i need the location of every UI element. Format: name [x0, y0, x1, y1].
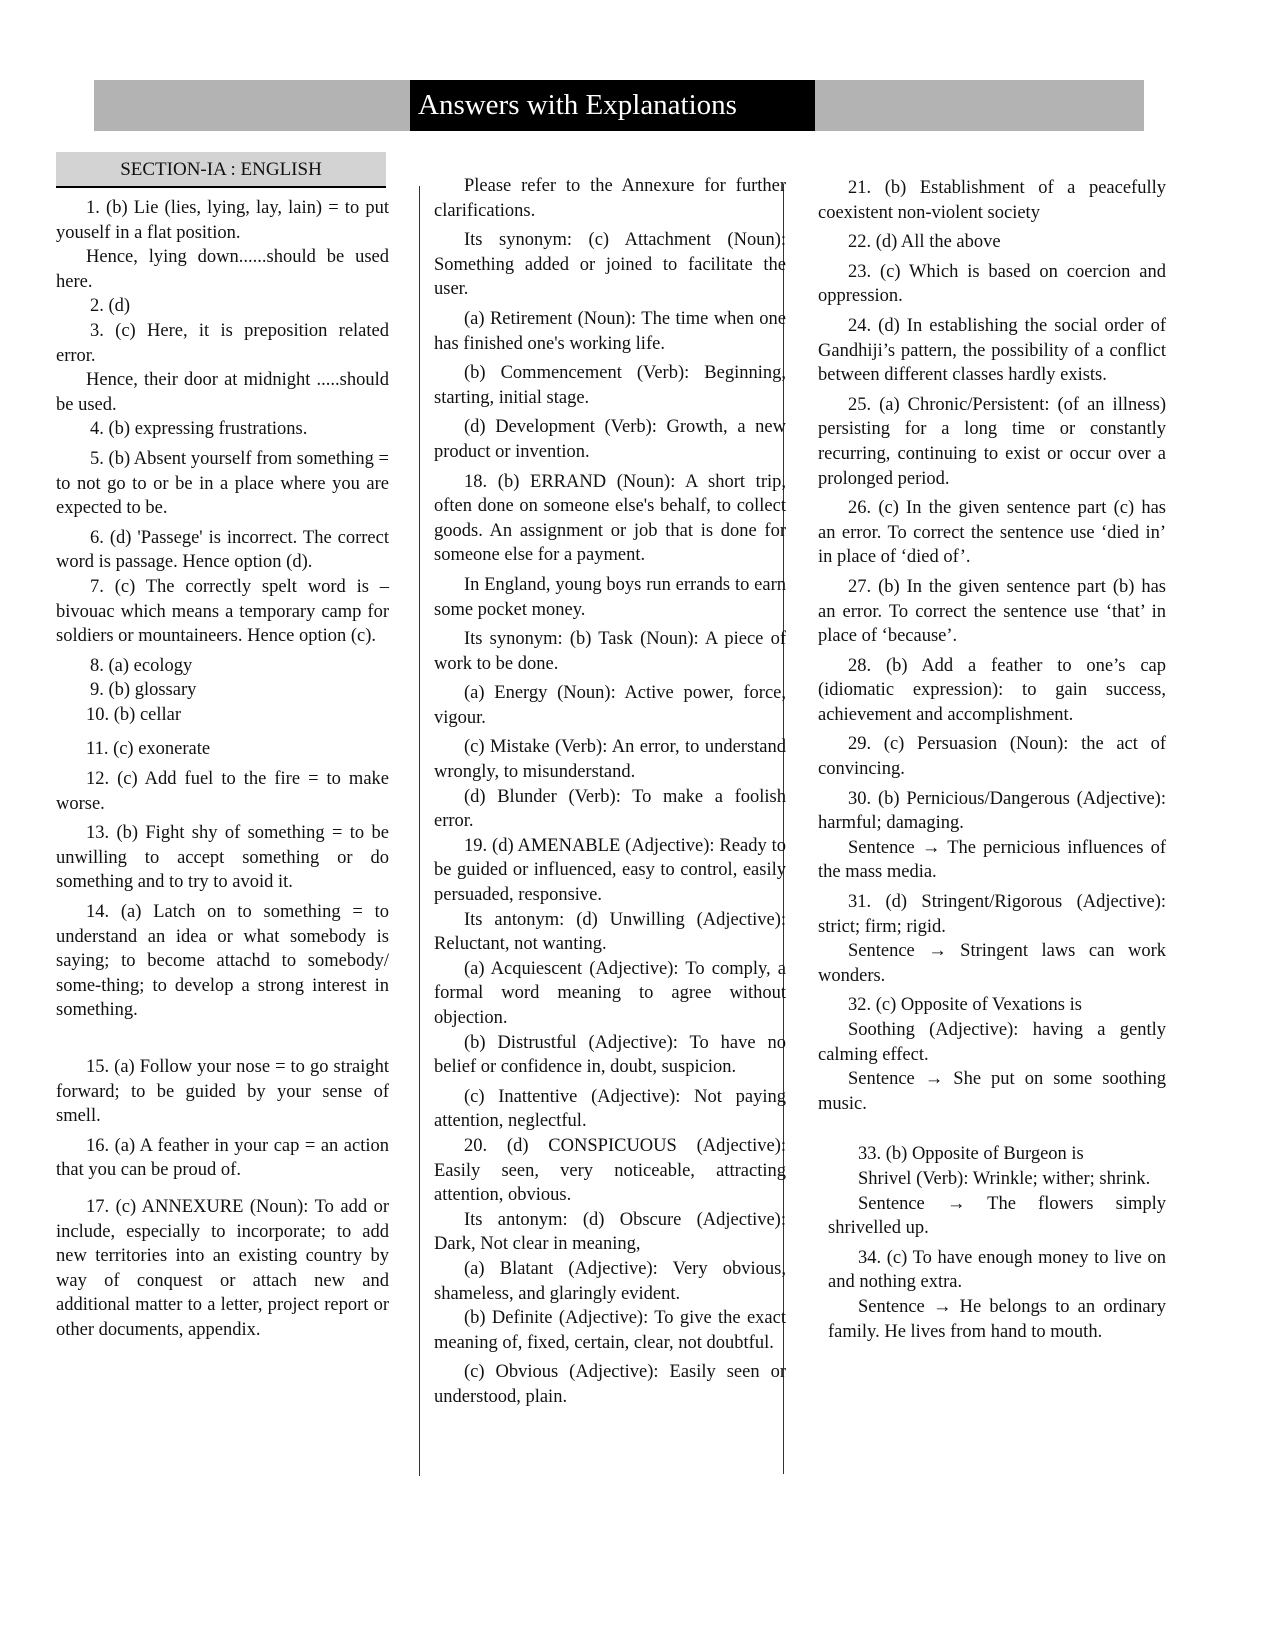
answer-item: 14. (a) Latch on to something = to understand an idea or what somebody is saying; to become attachd to somebody/ some-thing; to develop a strong interest in something.	[56, 902, 389, 1021]
column-divider-left	[419, 186, 420, 1476]
answer-item: 12. (c) Add fuel to the fire = to make worse.	[56, 769, 389, 814]
answer-item: Sentence → The flowers simply shrivelled up.	[828, 1193, 1166, 1239]
answer-item: (b) Commencement (Verb): Beginning, starting, initial stage.	[434, 363, 786, 408]
answer-item: 33. (b) Opposite of Burgeon is	[858, 1144, 1084, 1165]
answer-item: 24. (d) In establishing the social order of Gandhiji’s pattern, the possibility of a conflict between different classes hardly exists.	[818, 315, 1166, 386]
answer-item: 32. (c) Opposite of Vexations is	[848, 995, 1082, 1016]
answer-column-3	[818, 176, 1166, 1344]
answer-item: Sentence → Stringent laws can work wonders.	[818, 941, 1166, 986]
answer-item: Its synonym: (b) Task (Noun): A piece of work to be done.	[434, 629, 786, 674]
answer-item: (d) Blunder (Verb): To make a foolish error.	[434, 786, 786, 832]
answer-item: (a) Retirement (Noun): The time when one has finished one's working life.	[434, 308, 786, 354]
answer-item: 27. (b) In the given sentence part (b) has an error. To correct the sentence use ‘that’ in place of ‘because’.	[818, 576, 1166, 647]
answer-item: 25. (a) Chronic/Persistent: (of an illness) persisting for a long time or constantly recurring, continuing to exist or occur over a prolonged period.	[818, 394, 1166, 489]
answer-item: 15. (a) Follow your nose = to go straight forward; to be guided by your sense of smell.	[56, 1057, 389, 1127]
answer-item: 16. (a) A feather in your cap = an action that you can be proud of.	[56, 1135, 389, 1181]
answer-item: 9. (b) glossary	[90, 680, 197, 701]
answer-item: 28. (b) Add a feather to one’s cap (idiomatic expression): to gain success, achievement and accomplishment.	[818, 655, 1166, 725]
answer-item: 5. (b) Absent yourself from something = to not go to or be in a place where you are expected to be.	[56, 448, 389, 519]
answer-item: 22. (d) All the above	[848, 232, 1001, 253]
answer-item: 13. (b) Fight shy of something = to be unwilling to accept something or do something and to try to avoid it.	[56, 823, 389, 893]
answer-item: (b) Definite (Adjective): To give the exact meaning of, fixed, certain, clear, not doubtful.	[434, 1308, 786, 1353]
answer-item: 19. (d) AMENABLE (Adjective): Ready to be guided or influenced, easy to control, easily persuaded, responsive.	[434, 835, 786, 906]
section-heading: SECTION-IA : ENGLISH	[56, 152, 386, 188]
answer-item: Soothing (Adjective): having a gently calming effect.	[818, 1020, 1166, 1065]
answer-item: (c) Obvious (Adjective): Easily seen or understood, plain.	[434, 1362, 786, 1407]
answer-item: (d) Development (Verb): Growth, a new product or invention.	[434, 417, 786, 462]
answer-item: 20. (d) CONSPICUOUS (Adjective): Easily seen, very noticeable, attracting attention, obvious.	[434, 1135, 786, 1206]
answer-item: Hence, lying down......should be used here.	[56, 247, 389, 292]
answer-item: (b) Distrustful (Adjective): To have no belief or confidence in, doubt, suspicion.	[434, 1032, 786, 1078]
answer-item: 7. (c) The correctly spelt word is – bivouac which means a temporary camp for soldiers or mountaineers. Hence option (c).	[56, 576, 389, 647]
answer-item: Sentence → He belongs to an ordinary family. He lives from hand to mouth.	[828, 1296, 1166, 1342]
answer-column-2	[434, 174, 786, 1410]
answer-item: 6. (d) 'Passege' is incorrect. The correct word is passage. Hence option (d).	[56, 527, 389, 573]
answer-item: 2. (d)	[90, 296, 131, 317]
answer-item: 30. (b) Pernicious/Dangerous (Adjective): harmful; damaging.	[818, 788, 1166, 834]
answer-item: 31. (d) Stringent/Rigorous (Adjective): strict; firm; rigid.	[818, 892, 1166, 937]
answer-item: 10. (b) cellar	[86, 704, 182, 725]
answer-item: 1. (b) Lie (lies, lying, lay, lain) = to put youself in a flat position.	[56, 198, 389, 243]
answer-item: (a) Blatant (Adjective): Very obvious, shameless, and glaringly evident.	[434, 1258, 786, 1304]
answer-item: 17. (c) ANNEXURE (Noun): To add or include, especially to incorporate; to add new territories into an existing country by way of conquest or attach new and additional matter to a letter, project report or other documents, appendix.	[56, 1196, 389, 1340]
answer-item: (c) Mistake (Verb): An error, to understand wrongly, to misunderstand.	[434, 737, 786, 783]
answer-item: 11. (c) exonerate	[86, 739, 211, 760]
answer-item: 23. (c) Which is based on coercion and oppression.	[818, 261, 1166, 307]
answer-item: (a) Acquiescent (Adjective): To comply, a formal word meaning to agree without objection.	[434, 958, 786, 1028]
answer-item: 18. (b) ERRAND (Noun): A short trip, often done on someone else's behalf, to collect goods. An assignment or job that is done for someone else for a payment.	[434, 471, 786, 566]
answer-item: In England, young boys run errands to earn some pocket money.	[434, 574, 786, 620]
answer-item: 29. (c) Persuasion (Noun): the act of convincing.	[818, 734, 1166, 780]
answer-item: (c) Inattentive (Adjective): Not paying attention, neglectful.	[434, 1086, 786, 1132]
answer-item: 8. (a) ecology	[90, 655, 193, 676]
answer-item: Its antonym: (d) Unwilling (Adjective): Reluctant, not wanting.	[434, 909, 786, 955]
answer-item: Sentence → The pernicious influences of the mass media.	[818, 837, 1166, 883]
answer-item: Shrivel (Verb): Wrinkle; wither; shrink.	[858, 1168, 1151, 1189]
answer-item: Hence, their door at midnight .....should be used.	[56, 370, 389, 415]
answer-item: 34. (c) To have enough money to live on and nothing extra.	[828, 1247, 1166, 1293]
answer-item: Its synonym: (c) Attachment (Noun): Something added or joined to facilitate the user.	[434, 230, 786, 300]
answer-item: Sentence → She put on some soothing music.	[818, 1069, 1166, 1114]
answer-column-1	[56, 196, 389, 1343]
answer-item: Please refer to the Annexure for further clarifications.	[434, 176, 786, 221]
answer-item: 21. (b) Establishment of a peacefully coexistent non-violent society	[818, 178, 1166, 223]
answer-item: 26. (c) In the given sentence part (c) has an error. To correct the sentence use ‘died in’ in place of ‘died of’.	[818, 498, 1166, 568]
answer-item: 4. (b) expressing frustrations.	[90, 419, 308, 440]
answer-item: (a) Energy (Noun): Active power, force, vigour.	[434, 683, 786, 728]
answer-item: Its antonym: (d) Obscure (Adjective): Dark, Not clear in meaning,	[434, 1209, 786, 1255]
answer-item: 3. (c) Here, it is preposition related error.	[56, 320, 389, 366]
page-title: Answers with Explanations	[410, 80, 815, 131]
